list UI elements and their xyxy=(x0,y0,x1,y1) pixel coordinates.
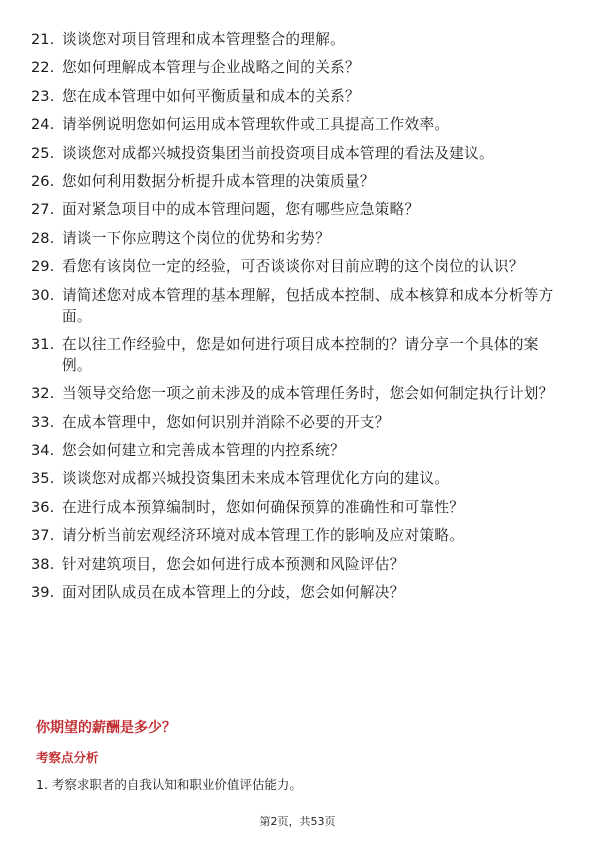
question-number: 30. xyxy=(31,286,55,304)
list-item xyxy=(31,114,566,135)
analysis-point: 1. 考察求职者的自我认知和职业价值评估能力。 xyxy=(36,777,302,792)
question-text: 请分析当前宏观经济环境对成本管理工作的影响及应对策略。 xyxy=(62,527,465,545)
question-text: 在以往工作经验中，您是如何进行项目成本控制的？请分享一个具体的案例。 xyxy=(62,335,539,374)
list-item xyxy=(31,256,566,277)
question-number: 31. xyxy=(31,335,55,353)
list-item xyxy=(31,554,566,575)
list-item xyxy=(31,497,566,518)
question-number: 36. xyxy=(31,498,55,516)
question-text: 看您有该岗位一定的经验，可否谈谈你对目前应聘的这个岗位的认识？ xyxy=(62,258,524,276)
question-number: 32. xyxy=(31,385,55,403)
question-number: 29. xyxy=(31,258,55,276)
question-number: 35. xyxy=(31,470,55,488)
question-text: 您会如何建立和完善成本管理的内控系统？ xyxy=(62,442,345,460)
question-list xyxy=(31,29,566,610)
list-item xyxy=(31,29,566,50)
question-text: 您如何利用数据分析提升成本管理的决策质量？ xyxy=(62,172,375,190)
question-number: 38. xyxy=(31,555,55,573)
analysis-subheading: 考察点分析 xyxy=(36,750,99,765)
question-text: 请谈一下你应聘这个岗位的优势和劣势？ xyxy=(62,229,331,247)
list-item xyxy=(31,525,566,546)
question-number: 25. xyxy=(31,144,55,162)
list-item xyxy=(31,582,566,603)
list-item xyxy=(31,468,566,489)
list-item xyxy=(31,86,566,107)
question-text: 针对建筑项目，您会如何进行成本预测和风险评估？ xyxy=(62,555,405,573)
question-number: 21. xyxy=(31,31,55,48)
question-number: 23. xyxy=(31,87,55,105)
list-item xyxy=(31,228,566,249)
question-text: 请举例说明您如何运用成本管理软件或工具提高工作效率。 xyxy=(62,116,450,134)
list-item xyxy=(31,440,566,461)
question-text: 谈谈您对成都兴城投资集团未来成本管理优化方向的建议。 xyxy=(62,470,450,488)
list-item xyxy=(31,199,566,220)
question-number: 37. xyxy=(31,527,55,545)
list-item xyxy=(31,412,566,433)
question-number: 34. xyxy=(31,442,55,460)
list-item xyxy=(31,285,566,327)
list-item xyxy=(31,383,566,404)
question-number: 39. xyxy=(31,584,55,602)
question-text: 面对团队成员在成本管理上的分歧，您会如何解决？ xyxy=(62,584,405,602)
question-text: 您如何理解成本管理与企业战略之间的关系？ xyxy=(62,59,360,77)
list-item xyxy=(31,143,566,164)
question-number: 28. xyxy=(31,229,55,247)
section-heading: 你期望的薪酬是多少？ xyxy=(36,720,176,736)
list-item xyxy=(31,57,566,78)
question-number: 33. xyxy=(31,413,55,431)
question-text: 请简述您对成本管理的基本理解，包括成本控制、成本核算和成本分析等方面。 xyxy=(62,286,554,325)
question-number: 22. xyxy=(31,59,55,77)
question-number: 26. xyxy=(31,172,55,190)
question-text: 面对紧急项目中的成本管理问题，您有哪些应急策略？ xyxy=(62,201,420,219)
page-footer: 第2页，共53页 xyxy=(259,815,336,828)
question-number: 27. xyxy=(31,201,55,219)
question-text: 谈谈您对项目管理和成本管理整合的理解。 xyxy=(62,31,345,48)
question-text: 您在成本管理中如何平衡质量和成本的关系？ xyxy=(62,87,360,105)
list-item xyxy=(31,334,566,376)
question-text: 在成本管理中，您如何识别并消除不必要的开支？ xyxy=(62,413,390,431)
question-number: 24. xyxy=(31,116,55,134)
question-text: 谈谈您对成都兴城投资集团当前投资项目成本管理的看法及建议。 xyxy=(62,144,494,162)
question-text: 当领导交给您一项之前未涉及的成本管理任务时，您会如何制定执行计划？ xyxy=(62,385,554,403)
question-text: 在进行成本预算编制时，您如何确保预算的准确性和可靠性？ xyxy=(62,498,465,516)
list-item xyxy=(31,171,566,192)
